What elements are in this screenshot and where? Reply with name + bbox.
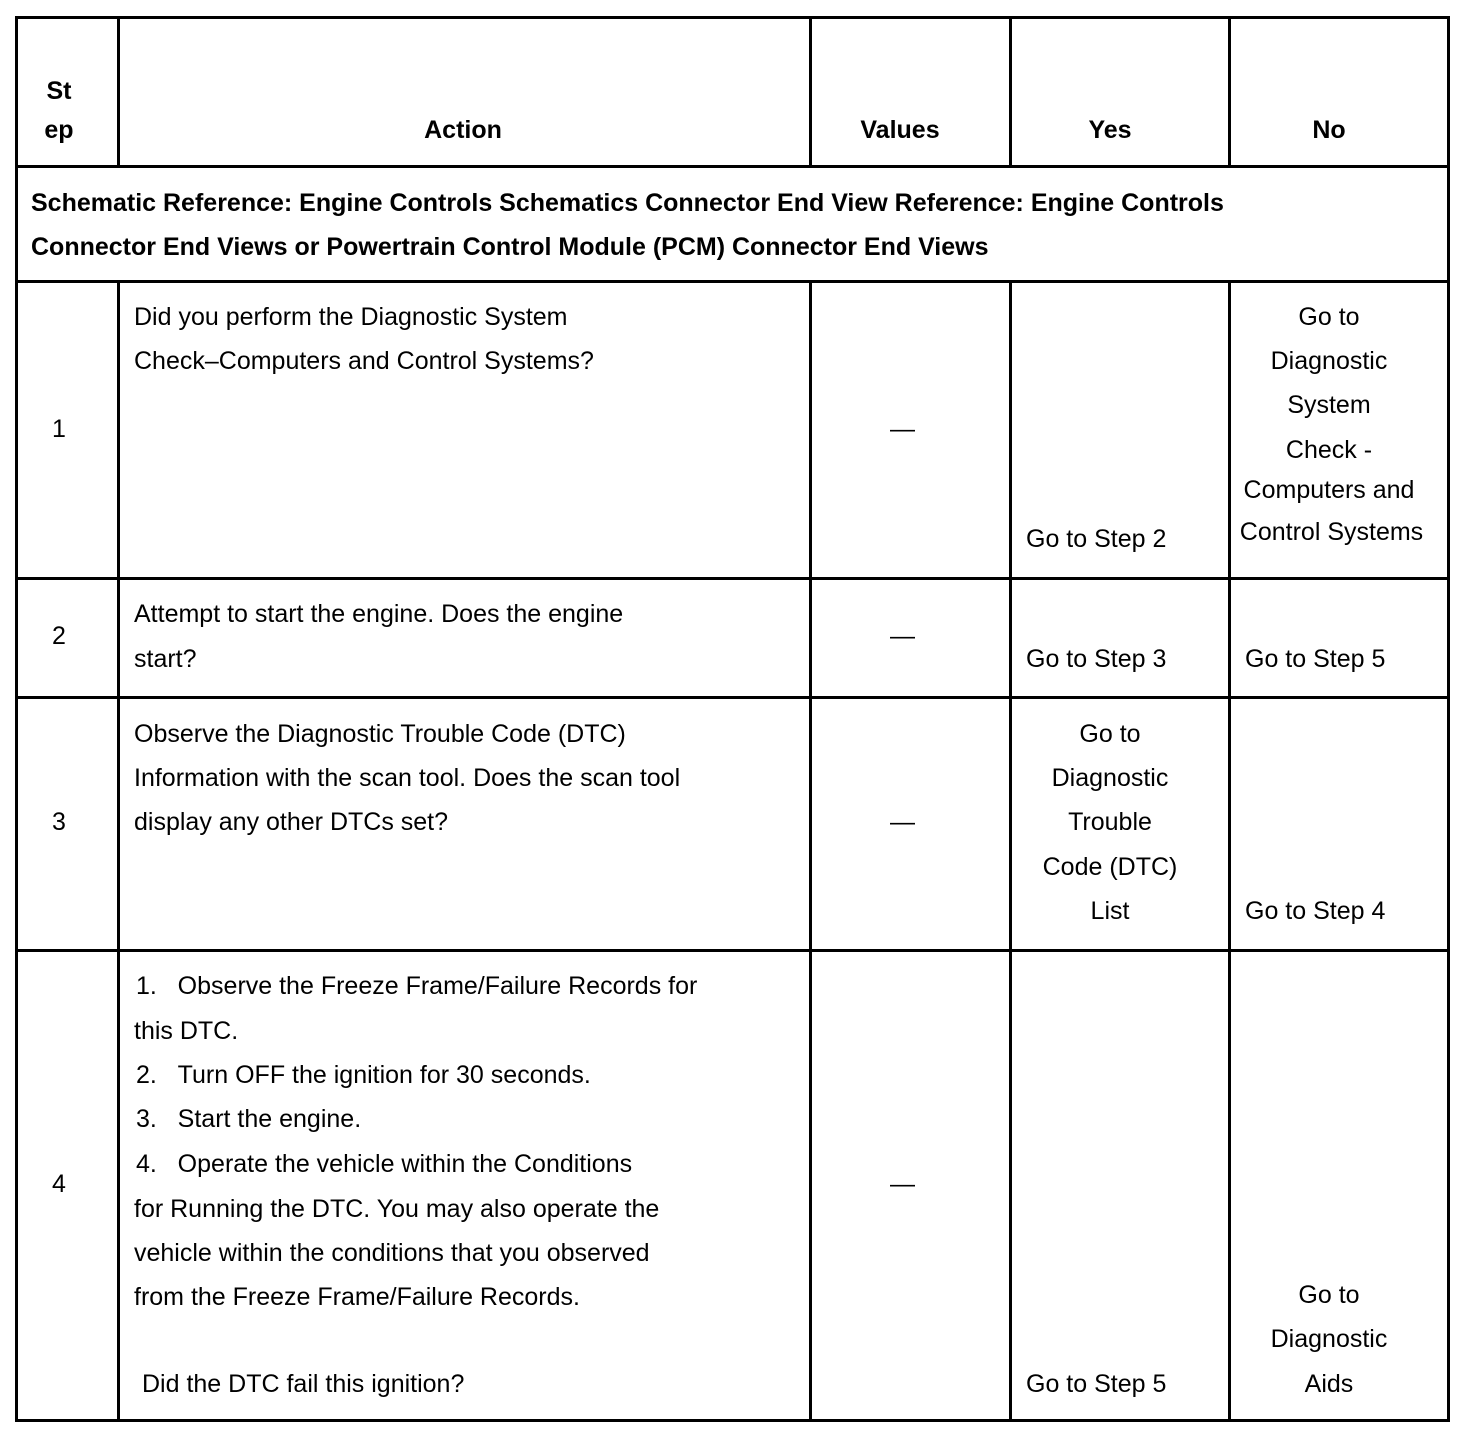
action-text: start? [134, 645, 197, 673]
step-number: 1 [52, 415, 66, 443]
row-divider [18, 696, 1447, 699]
action-text: Information with the scan tool. Does the scan tool [134, 764, 681, 792]
yes-text: Go to Step 3 [1026, 645, 1167, 673]
step-number: 3 [52, 808, 66, 836]
header-values: Values [860, 116, 940, 144]
no-text: Go to [1298, 1281, 1360, 1309]
col-divider [117, 280, 120, 1419]
step-number: 2 [52, 622, 66, 650]
value-text: — [890, 415, 915, 443]
action-text: vehicle within the conditions that you observed [134, 1239, 650, 1267]
header-yes: Yes [1088, 116, 1132, 144]
yes-text: Diagnostic [1051, 764, 1169, 792]
action-text: for Running the DTC. You may also operate the [134, 1195, 660, 1223]
no-text: Check - [1285, 436, 1373, 464]
no-text: Go to Step 4 [1245, 897, 1386, 925]
action-step-item: 3. Start the engine. [136, 1105, 362, 1133]
no-text: Diagnostic [1270, 347, 1388, 375]
no-text: Aids [1304, 1370, 1354, 1398]
row-divider [18, 280, 1447, 283]
row-divider [18, 165, 1447, 168]
no-text: Go to [1298, 303, 1360, 331]
action-text: this DTC. [134, 1017, 239, 1045]
header-action: Action [424, 116, 502, 144]
action-text: Observe the Diagnostic Trouble Code (DTC) [134, 720, 626, 748]
step-number: 4 [52, 1170, 66, 1198]
action-step-item: 2. Turn OFF the ignition for 30 seconds. [136, 1061, 591, 1089]
header-step-line2: ep [44, 116, 74, 144]
action-step-item: 1. Observe the Freeze Frame/Failure Records for [136, 972, 698, 1000]
yes-text: Go to Step 2 [1026, 525, 1167, 553]
no-text: Computers and [1243, 476, 1415, 504]
reference-line: Connector End Views or Powertrain Control Module (PCM) Connector End Views [31, 233, 989, 261]
action-text: display any other DTCs set? [134, 808, 449, 836]
no-text: System [1287, 391, 1371, 419]
yes-text: Trouble [1068, 808, 1152, 836]
value-text: — [890, 1170, 915, 1198]
no-text: Diagnostic [1270, 1325, 1388, 1353]
action-text: Check–Computers and Control Systems? [134, 347, 594, 375]
value-text: — [890, 622, 915, 650]
row-divider [18, 949, 1447, 952]
action-text: Attempt to start the engine. Does the engine [134, 600, 624, 628]
reference-line: Schematic Reference: Engine Controls Schematics Connector End View Reference: Engine Controls [31, 189, 1224, 217]
value-text: — [890, 808, 915, 836]
no-text: Control Systems [1239, 518, 1424, 546]
no-text: Go to Step 5 [1245, 645, 1386, 673]
yes-text: List [1090, 897, 1130, 925]
header-no: No [1312, 116, 1346, 144]
yes-text: Code (DTC) [1042, 853, 1178, 881]
action-text: from the Freeze Frame/Failure Records. [134, 1283, 580, 1311]
action-step-item: 4. Operate the vehicle within the Conditions [136, 1150, 633, 1178]
header-step-line1: St [46, 77, 72, 105]
row-divider [18, 577, 1447, 580]
yes-text: Go to [1079, 720, 1141, 748]
yes-text: Go to Step 5 [1026, 1370, 1167, 1398]
action-question: Did the DTC fail this ignition? [142, 1370, 465, 1398]
action-text: Did you perform the Diagnostic System [134, 303, 568, 331]
